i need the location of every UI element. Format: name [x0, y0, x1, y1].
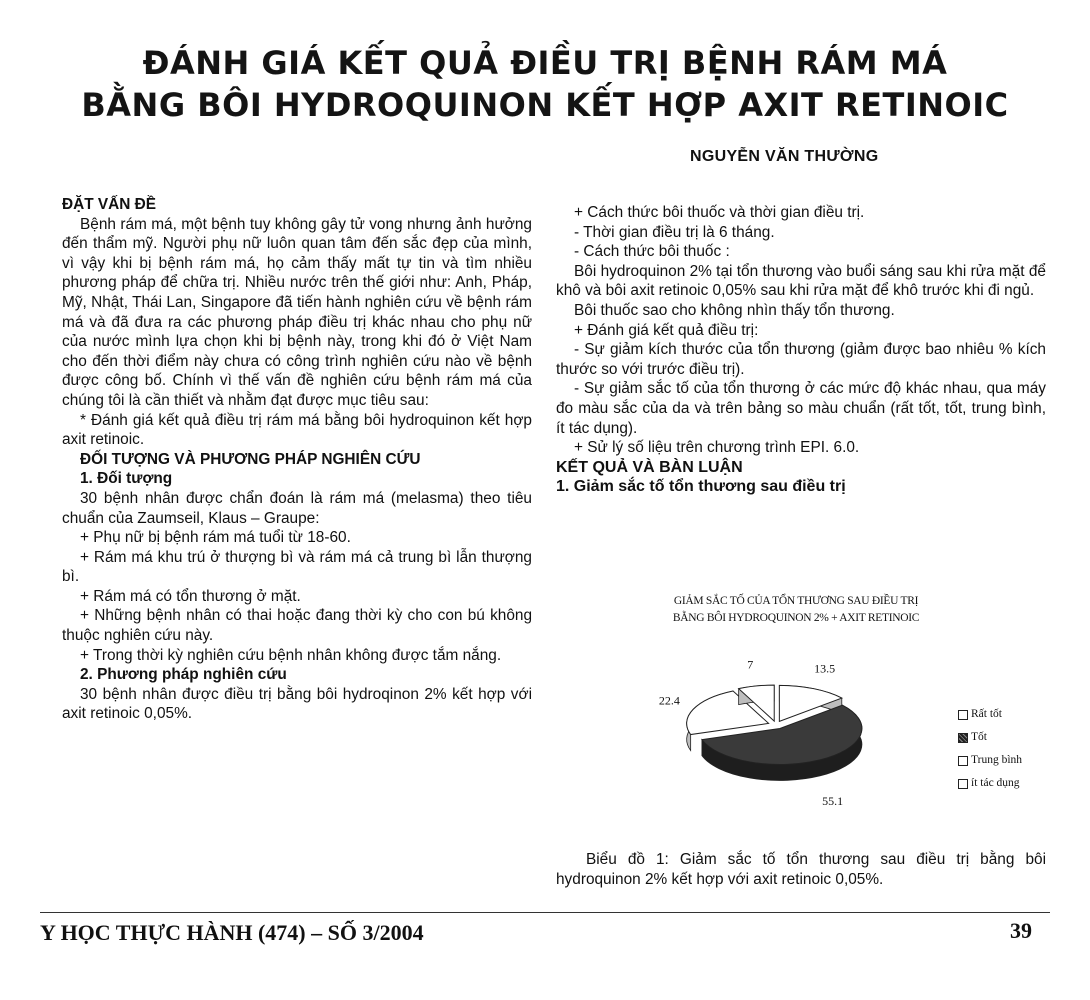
list-item: + Phụ nữ bị bệnh rám má tuổi từ 18-60.: [80, 529, 351, 547]
article-title: [0, 42, 1090, 126]
section-heading-introduction: ĐẶT VẤN ĐỀ: [62, 196, 157, 213]
chart-title-line-1: GIẢM SẮC TỐ CỦA TỔN THƯƠNG SAU ĐIỀU TRỊ: [673, 595, 919, 607]
paragraph: 30 bệnh nhân được điều trị bằng bôi hydroqinon 2% kết hợp với axit retinoic 0,05%.: [62, 685, 532, 723]
paragraph: Bôi hydroquinon 2% tại tổn thương vào buổi sáng sau khi rửa mặt để khô và bôi axit retinoic 0,05% sau khi rửa mặt để khô trước khi đi ngủ.: [556, 262, 1046, 300]
footer-rule: [40, 912, 1050, 913]
legend-swatch: [958, 710, 968, 720]
journal-name: Y HỌC THỰC HÀNH (474) – SỐ 3/2004: [40, 920, 424, 945]
page-number: 39: [1010, 918, 1032, 943]
list-item: + Sử lý số liệu trên chương trình EPI. 6.0.: [574, 439, 860, 457]
data-label: 22.4: [658, 693, 680, 708]
legend-item: [958, 749, 1022, 772]
pie-chart: [566, 585, 1046, 840]
data-label: 7: [747, 657, 754, 672]
subheading-method: 2. Phương pháp nghiên cứu: [80, 666, 287, 684]
title-line-2: BẰNG BÔI HYDROQUINON KẾT HỢP AXIT RETINOIC: [81, 86, 1009, 124]
subheading-subjects: 1. Đối tượng: [80, 470, 173, 488]
list-item: + Rám má có tổn thương ở mặt.: [80, 587, 301, 605]
legend-label: Trung bình: [971, 754, 1023, 766]
list-item: + Những bệnh nhân có thai hoặc đang thời kỳ cho con bú không thuộc nghiên cứu này.: [62, 607, 532, 645]
list-item: - Sự giảm sắc tố của tổn thương ở các mức độ khác nhau, qua máy đo màu sắc của da và trên bảng so màu chuẩn (rất tốt, tốt, trung bình, ít tác dụng).: [556, 380, 1046, 437]
subheading-results-1: 1. Giảm sắc tố tổn thương sau điều trị: [556, 478, 846, 496]
legend-swatch: [958, 756, 968, 766]
list-item: - Cách thức bôi thuốc :: [574, 243, 730, 261]
legend-label: Tốt: [971, 731, 987, 743]
list-item: + Trong thời kỳ nghiên cứu bệnh nhân không được tắm nắng.: [80, 646, 502, 664]
section-heading-methods: ĐỐI TƯỢNG VÀ PHƯƠNG PHÁP NGHIÊN CỨU: [80, 450, 421, 468]
figure-caption: [556, 850, 1046, 890]
legend-swatch: [958, 779, 968, 789]
legend-item: [958, 703, 1022, 726]
paragraph: 30 bệnh nhân được chẩn đoán là rám má (melasma) theo tiêu chuẩn của Zaumseil, Klaus – Graupe:: [62, 489, 532, 527]
list-item: + Đánh giá kết quả điều trị:: [574, 321, 759, 339]
paragraph: Bệnh rám má, một bệnh tuy không gây tử vong nhưng ảnh hưởng đến thẩm mỹ. Người phụ nữ luôn quan tâm đến sắc đẹp của mình, vì vậy khi bị bệnh rám má, họ cảm thấy mất tự tin và tìm nhiều phương pháp để chữa trị. Nhiều nước trên thế giới như: Anh, Pháp, Mỹ, Nhật, Thái Lan, Singapore đã tiến hành nghiên cứu về bệnh rám má và đã đưa ra các phương pháp điều trị khác nhau cho phụ nữ của nước mình lựa chọn khi bị bệnh này, trong khi đó ở Việt Nam cho đến thời điểm này chưa có công trình nghiên cứu nào về bệnh được công bố. Chính vì thế vấn đề nghiên cứu bệnh rám má của chúng tôi là cần thiết và nhằm đạt được mục tiêu sau:: [62, 215, 532, 409]
pie-svg: [566, 585, 946, 840]
left-column: [62, 195, 532, 724]
legend-label: Rất tốt: [971, 708, 1002, 720]
list-item: + Rám má khu trú ở thượng bì và rám má cả trung bì lẫn thượng bì.: [62, 548, 532, 586]
list-item: - Thời gian điều trị là 6 tháng.: [574, 223, 775, 241]
legend-item: [958, 772, 1022, 795]
author-name: NGUYỄN VĂN THƯỜNG: [690, 148, 879, 165]
list-item: - Sự giảm kích thước của tổn thương (giảm được bao nhiêu % kích thước so với trước điều trị).: [556, 341, 1046, 378]
legend-item: [958, 726, 1022, 749]
chart-legend: [958, 703, 1022, 795]
right-column: [556, 203, 1046, 497]
data-label: 55.1: [822, 794, 844, 809]
legend-label: ít tác dụng: [971, 777, 1020, 789]
list-item: + Cách thức bôi thuốc và thời gian điều trị.: [574, 204, 865, 221]
chart-title-line-2: BẰNG BÔI HYDROQUINON 2% + AXIT RETINOIC: [672, 612, 920, 624]
caption-text: Biểu đồ 1: Giảm sắc tố tổn thương sau điều trị bằng bôi hydroquinon 2% kết hợp với axit retinoic 0,05%.: [556, 851, 1046, 888]
title-line-1: ĐÁNH GIÁ KẾT QUẢ ĐIỀU TRỊ BỆNH RÁM MÁ: [142, 44, 948, 82]
paragraph: Bôi thuốc sao cho không nhìn thấy tổn thương.: [574, 301, 895, 319]
legend-swatch: [958, 733, 968, 743]
section-heading-results: KẾT QUẢ VÀ BÀN LUẬN: [556, 458, 743, 476]
data-label: 13.5: [814, 661, 836, 676]
paragraph: * Đánh giá kết quả điều trị rám má bằng bôi hydroquinon kết hợp axit retinoic.: [62, 411, 532, 449]
